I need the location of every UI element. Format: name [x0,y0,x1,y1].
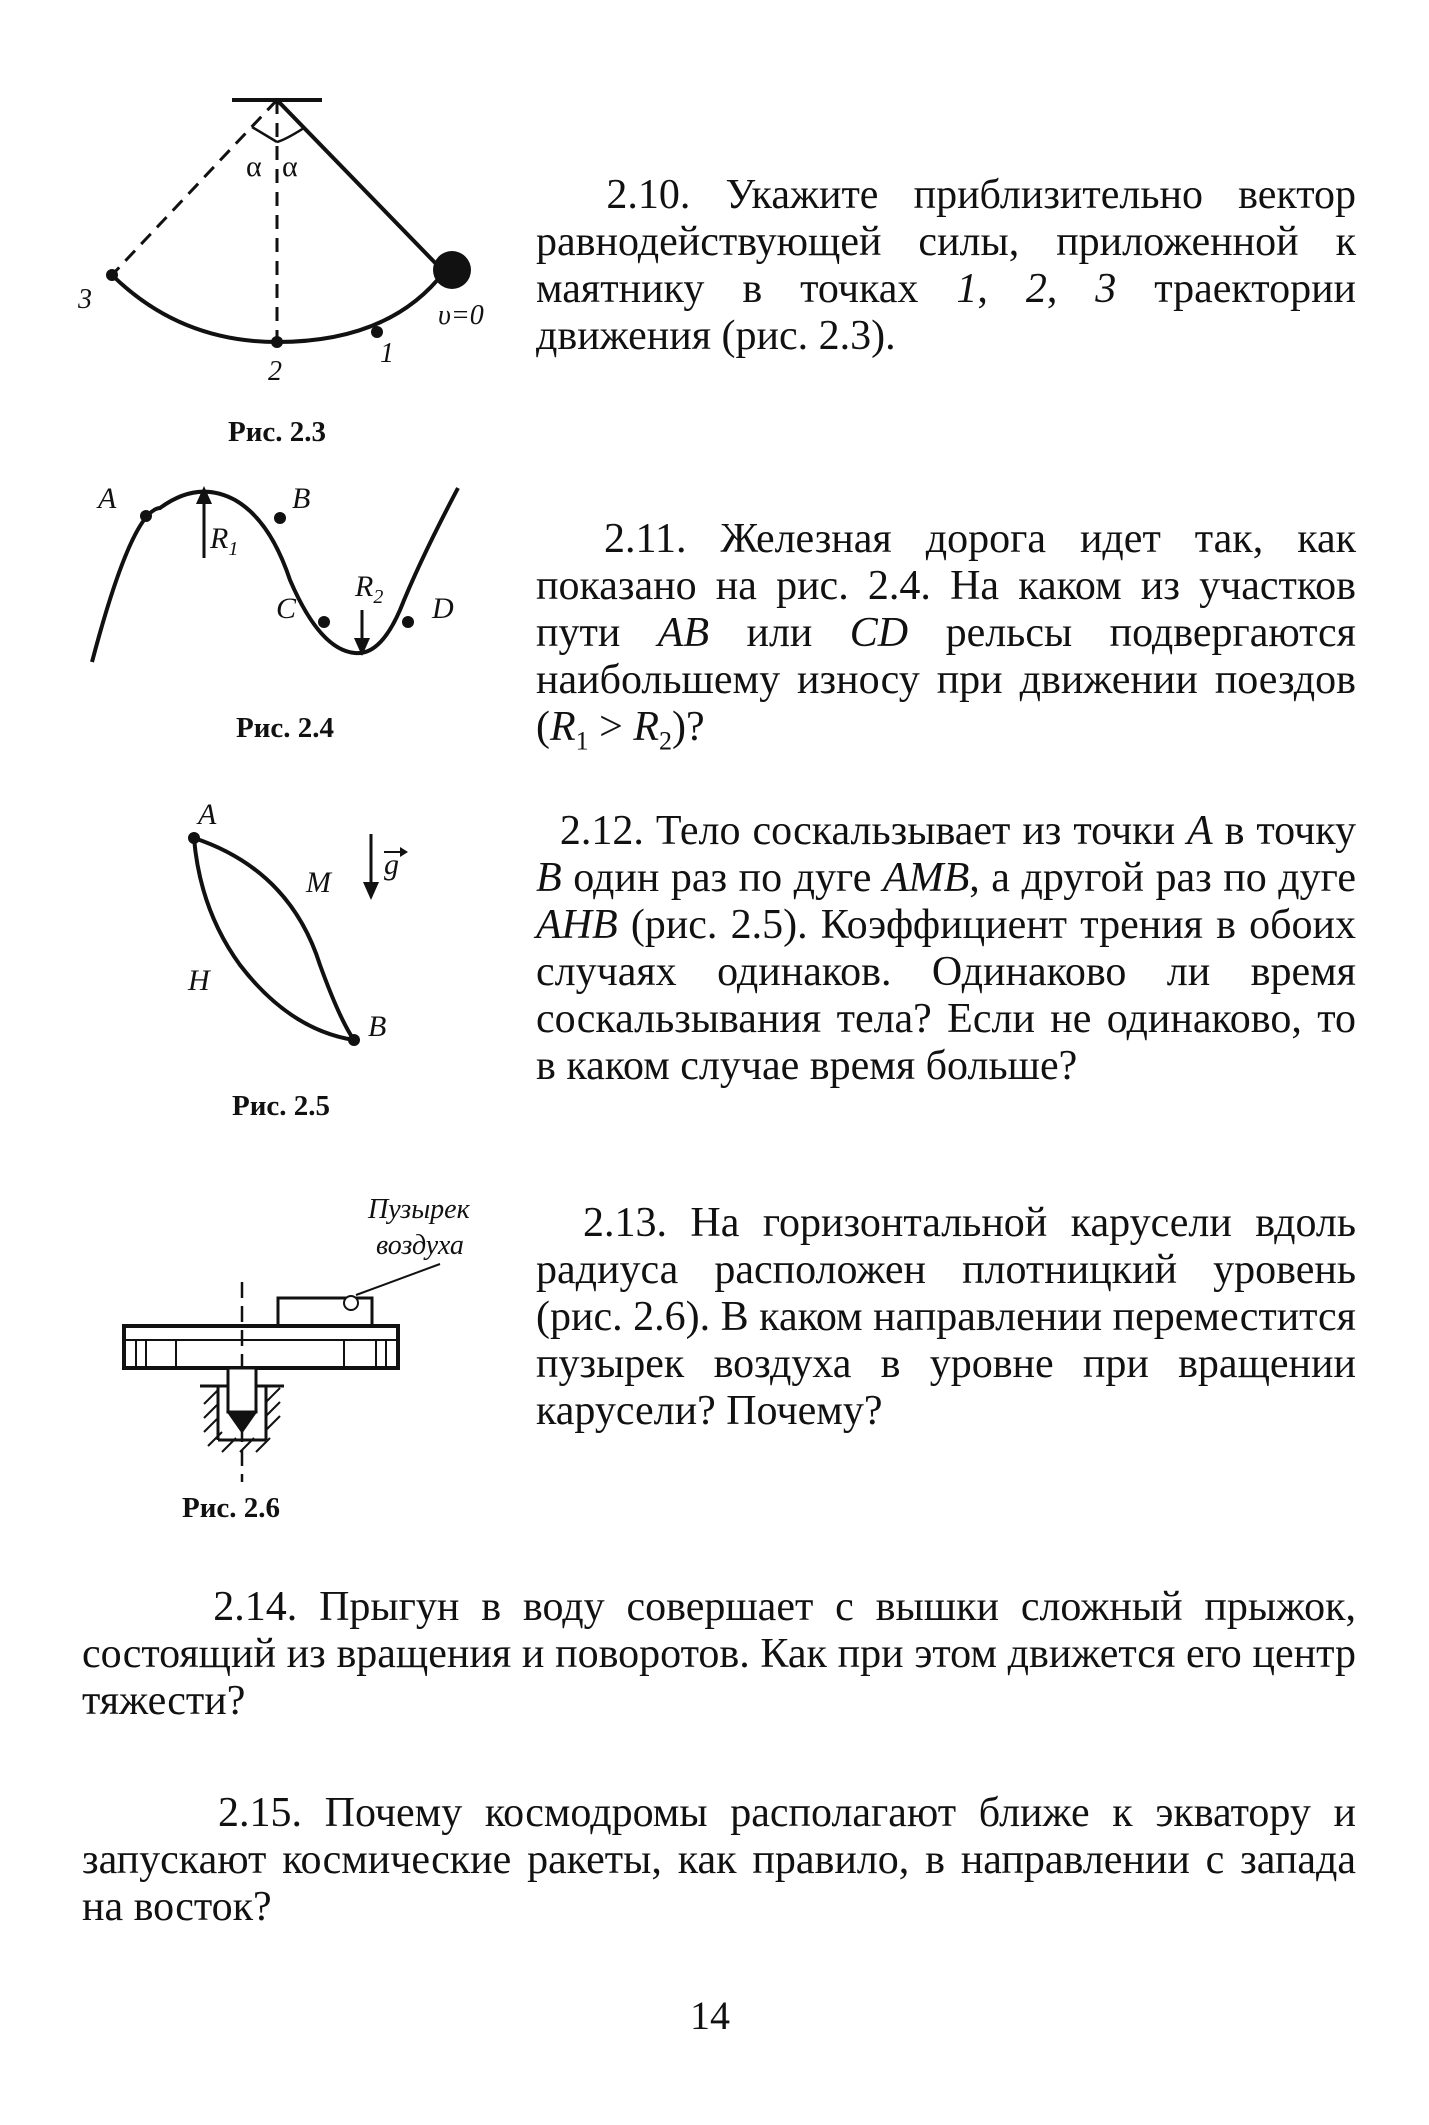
figure-2-3-caption: Рис. 2.3 [228,416,327,448]
problem-number: 2.13. [582,1200,667,1246]
problem-2-14 [82,1584,1356,1725]
point-D-label: D [432,592,454,625]
point-3-dot [106,269,118,281]
segment-ref: CD [849,610,909,656]
point-2-label: 2 [268,356,282,387]
problem-text-mid: в точку [1212,808,1357,854]
figure-2-4 [80,470,480,710]
problem-number: 2.15. [217,1790,302,1836]
point-2-dot [271,336,283,348]
point-C-dot [318,616,330,628]
problem-number: 2.10. [606,172,691,218]
problem-text: Почему космодромы располагают ближе к экватору и запускают космические ракеты, как правило, в направлении с запада на восток? [82,1790,1356,1930]
point-A-label: A [98,482,117,515]
point-ref: 3 [1095,266,1117,312]
problem-text-tail: траектории движения (рис. 2.3). [536,266,1357,359]
point-A-dot [140,510,152,522]
alpha-label-right: α [282,150,298,183]
pendulum-diagram [60,80,510,410]
problem-text: Прыгун в воду совершает с вышки сложный прыжок, состоящий из вращения и поворотов. Как при этом движется его центр тяжести? [82,1584,1357,1724]
gravity-label: g [384,848,399,881]
point-B-dot [348,1034,360,1046]
point-1-label: 1 [380,338,394,369]
railway-diagram [80,470,480,710]
arc-ref: AMB [882,855,970,901]
point-B-dot [274,512,286,524]
segment-ref: AB [657,610,710,656]
R1-label: $R_1$ [210,522,239,560]
velocity-label: υ=0 [438,300,484,331]
figure-2-5-caption: Рис. 2.5 [232,1090,331,1122]
problem-text: Железная дорога идет так, как показано на рис. 2.4. На каком из участков пути [536,516,1357,656]
figure-2-4-caption: Рис. 2.4 [236,712,335,744]
figure-2-3 [60,80,510,410]
problem-text-mid: или [709,610,850,656]
page-number: 14 [690,1993,730,2038]
problem-text-mid: , а другой раз по дуге [969,855,1356,901]
annotation-line-2: воздуха [376,1230,464,1261]
point-M-label: M [306,866,331,899]
point-C-label: C [276,592,297,625]
problem-text: Укажите приблизительно вектор равнодействующей силы, приложенной к маятнику в точках [536,172,1357,312]
separator: , [1046,266,1096,312]
problem-2-15 [82,1790,1356,1931]
problem-number: 2.14. [213,1584,298,1630]
annotation-line-1: Пузырек [368,1194,470,1225]
problem-text: Тело соскальзывает из точки [655,808,1176,854]
separator: , [977,266,1026,312]
point-B-label: B [292,482,311,515]
problem-text-tail: (рис. 2.5). Коэффициент трения в обоих случаях одинаков. Одинаково ли время соскальзывания тела? Если не одинаково, то в каком случае время больше? [536,902,1356,1089]
point-1-dot [371,326,383,338]
point-A-label: A [198,798,217,831]
point-3-label: 3 [78,284,92,315]
condition: $(R_1 > R_2)$? [536,704,705,756]
point-D-dot [402,616,414,628]
arc-ref: AHB [536,902,618,948]
problem-text-mid: один раз по дуге [561,855,883,901]
problem-number: 2.11. [604,516,687,562]
point-B-label: B [368,1010,387,1043]
problem-2-10 [536,172,1356,360]
pendulum-bob [433,251,471,289]
point-A-dot [188,832,200,844]
problem-2-13 [536,1200,1356,1435]
problem-2-12 [536,808,1356,1090]
alpha-label-left: α [246,150,262,183]
point-ref: 2 [1025,266,1047,312]
problem-number: 2.12. [559,808,644,854]
figure-2-6-caption: Рис. 2.6 [182,1492,281,1524]
point-H-label: H [188,964,210,997]
arcs-diagram [180,800,440,1060]
figure-2-5 [180,800,440,1060]
point-ref: B [536,855,562,901]
carousel-diagram [110,1190,510,1480]
R2-label: $R_2$ [355,570,384,608]
point-ref: 1 [956,266,978,312]
point-ref: A [1187,808,1213,854]
problem-2-11 [536,516,1356,764]
problem-text: На горизонтальной карусели вдоль радиуса расположен плотницкий уровень (рис. 2.6). В каком направлении переместится пузырек воздуха в уровне при вращении карусели? Почему? [536,1200,1357,1434]
figure-2-6 [110,1190,510,1480]
problem-text-tail: рельсы подвергаются наибольшему износу при движении поездов [536,610,1356,703]
